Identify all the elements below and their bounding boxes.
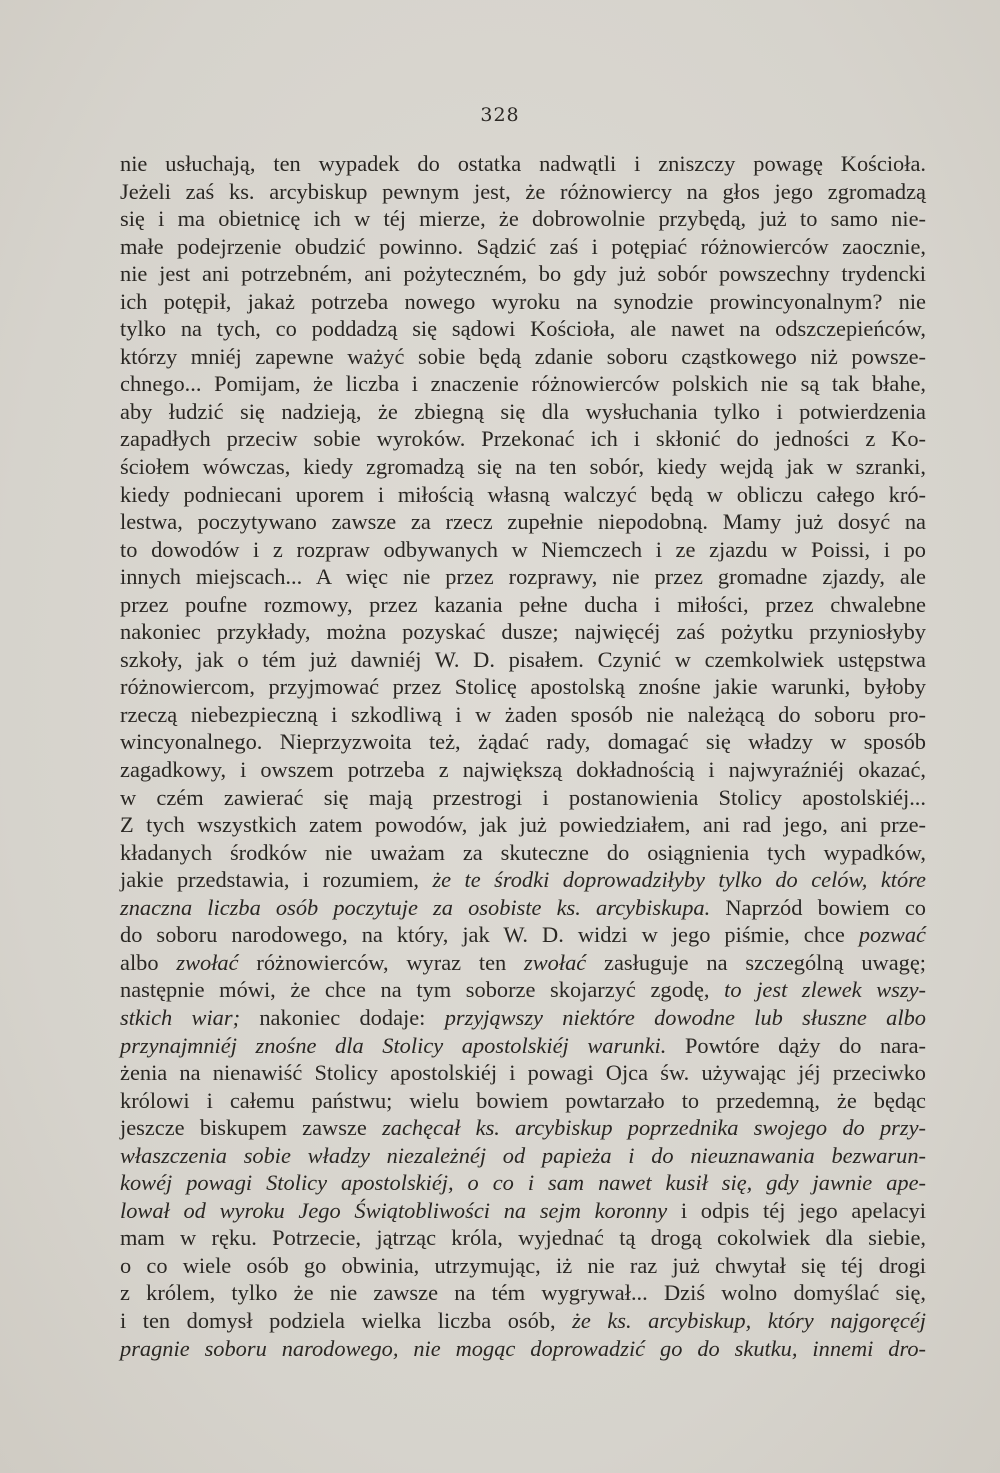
text-line: do soboru narodowego, na który, jak W. D. widzi w jego piśmie, chce pozwać (120, 922, 926, 948)
text-line: pragnie soboru narodowego, nie mogąc doprowadzić go do skutku, innemi dro- (120, 1335, 926, 1361)
text-line: ściołem wówczas, kiedy zgromadzą się na ten sobór, kiedy wejdą jak w szranki, (120, 454, 926, 480)
text-line: jeszcze biskupem zawsze zachęcał ks. arcybiskup poprzednika swojego do przy- (120, 1115, 927, 1141)
text-line: nie usłuchają, ten wypadek do ostatka nadwątli i zniszczy powagę Kościoła. (120, 151, 926, 176)
text-line: kowéj powagi Stolicy apostolskiéj, o co i sam nawet kusił się, gdy jawnie ape- (120, 1170, 926, 1196)
text-line: małe podejrzenie obudzić powinno. Sądzić zaś i potępiać różnowierców zaocznie, (120, 233, 926, 259)
text-line: się i ma obietnicę ich w téj mierze, że dobrowolnie przybędą, już to samo nie- (120, 206, 926, 232)
page-number: 328 (480, 104, 520, 126)
text-line: aby łudzić się nadzieją, że zbiegną się dla wysłuchania tylko i potwierdzenia (120, 398, 926, 424)
text-line: którzy mniéj zapewne ważyć sobie będą zdanie soboru cząstkowego niż powsze- (120, 343, 926, 369)
text-line: stkich wiar; nakoniec dodaje: przyjąwszy niektóre dowodne lub słuszne albo (120, 1004, 926, 1030)
text-line: w czém zawierać się mają przestrogi i postanowienia Stolicy apostolskiéj... (120, 784, 926, 810)
text-line: innych miejscach... A więc nie przez rozprawy, nie przez gromadne zjazdy, ale (120, 564, 926, 590)
body-text (120, 150, 926, 1362)
text-line: następnie mówi, że chce na tym soborze skojarzyć zgodę, to jest zlewek wszy- (120, 977, 926, 1003)
text-line: tylko na tych, co poddadzą się sądowi Kościoła, ale nawet na odszczepieńców, (120, 316, 926, 342)
text-line: zagadkowy, i owszem potrzeba z największą dokładnością i najwyraźniéj okazać, (120, 757, 926, 783)
text-line: różnowiercom, przyjmować przez Stolicę apostolską znośne jakie warunki, byłoby (120, 674, 926, 700)
text-line: znaczna liczba osób poczytuje za osobiste ks. arcybiskupa. Naprzód bowiem co (120, 894, 926, 920)
text-line: królowi i całemu państwu; wielu bowiem powtarzało to przedemną, że będąc (120, 1087, 926, 1113)
text-line: rzeczą niebezpieczną i szkodliwą i w żaden sposób nie należącą do soboru pro- (120, 701, 926, 727)
text-line: Z tych wszystkich zatem powodów, jak już powiedziałem, ani rad jego, ani prze- (120, 812, 926, 838)
text-line: nakoniec przykłady, można pozyskać dusze; najwięcéj zaś pożytku przyniosłyby (120, 619, 926, 645)
text-line: właszczenia sobie władzy niezależnéj od papieża i do nieuznawania bezwarun- (120, 1142, 926, 1168)
text-line: o co wiele osób go obwinia, utrzymując, iż nie raz już chwytał się téj drogi (120, 1252, 926, 1278)
text-line: z królem, tylko że nie zawsze na tém wygrywał... Dziś wolno domyślać się, (120, 1280, 926, 1306)
text-line: lował od wyroku Jego Świątobliwości na sejm koronny i odpis téj jego apelacyi (120, 1197, 927, 1223)
text-line: albo zwołać różnowierców, wyraz ten zwołać zasługuje na szczególną uwagę; (120, 949, 926, 975)
text-line: żenia na nienawiść Stolicy apostolskiéj i powagi Ojca św. używając jéj przeciwko (120, 1060, 926, 1086)
text-line: kiedy podniecani uporem i miłością własną walczyć będą w obliczu całego kró- (120, 481, 926, 507)
text-line: mam w ręku. Potrzecie, jątrząc króla, wyjednać tą drogą cokolwiek dla siebie, (120, 1225, 926, 1251)
text-line: Jeżeli zaś ks. arcybiskup pewnym jest, że różnowiercy na głos jego zgromadzą (120, 178, 926, 204)
text-line: przynajmniéj znośne dla Stolicy apostolskiéj warunki. Powtóre dąży do nara- (120, 1032, 926, 1058)
text-line: lestwa, poczytywano zawsze za rzecz zupełnie niepodobną. Mamy już dosyć na (120, 509, 926, 535)
text-line: wincyonalnego. Nieprzyzwoita też, żądać rady, domagać się władzy w sposób (120, 729, 926, 755)
text-line: chnego... Pomijam, że liczba i znaczenie różnowierców polskich nie są tak błahe, (120, 371, 926, 397)
text-line: kładanych środków nie uważam za skuteczne do osiągnienia tych wypadków, (120, 839, 926, 865)
text-line: jakie przedstawia, i rozumiem, że te środki doprowadziłyby tylko do celów, które (120, 867, 926, 893)
text-line: ich potępił, jakaż potrzeba nowego wyroku na synodzie prowincyonalnym? nie (120, 288, 926, 314)
text-line: szkoły, jak o tém już dawniéj W. D. pisałem. Czynić w czemkolwiek ustępstwa (120, 646, 926, 672)
text-line: nie jest ani potrzebném, ani pożyteczném, bo gdy już sobór powszechny trydencki (120, 261, 926, 287)
text-line: przez poufne rozmowy, przez kazania pełne ducha i miłości, przez chwalebne (120, 591, 926, 617)
text-line: to dowodów i z rozpraw odbywanych w Niemczech i ze zjazdu w Poissi, i po (120, 536, 926, 562)
text-line: i ten domysł podziela wielka liczba osób, że ks. arcybiskup, który najgoręcéj (120, 1307, 926, 1333)
text-line: zapadłych przeciw sobie wyroków. Przekonać ich i skłonić do jedności z Ko- (120, 426, 926, 452)
